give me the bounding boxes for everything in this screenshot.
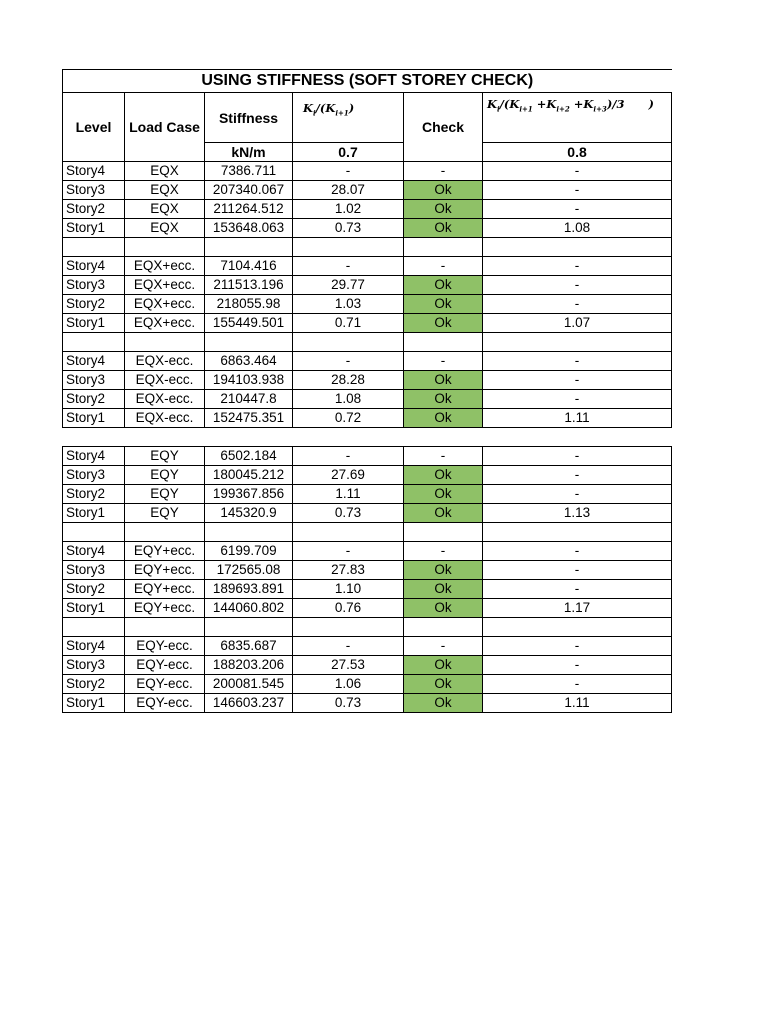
cell-ratio2: - [483,580,672,599]
cell-stiffness: 6863.464 [205,352,293,371]
cell-load-case: EQY+ecc. [125,580,205,599]
cell-check: Ok [404,561,483,580]
header-level: Level [63,93,125,162]
cell-check: - [404,542,483,561]
cell-ratio2: - [483,181,672,200]
cell-stiffness: 218055.98 [205,295,293,314]
blank-row [63,238,672,257]
cell-stiffness: 207340.067 [205,181,293,200]
header-ratio-avg-three-storeys [483,93,672,143]
cell-stiffness: 146603.237 [205,694,293,713]
cell-load-case: EQX [125,162,205,181]
table-row [63,276,672,295]
blank-cell [205,428,293,447]
cell-ratio1: - [293,447,404,466]
table-row [63,599,672,618]
blank-cell [404,618,483,637]
blank-cell [293,238,404,257]
blank-cell [404,428,483,447]
cell-ratio1: 0.71 [293,314,404,333]
cell-level: Story2 [63,485,125,504]
cell-level: Story3 [63,656,125,675]
cell-ratio1: 1.08 [293,390,404,409]
cell-ratio2: - [483,200,672,219]
cell-stiffness: 7386.711 [205,162,293,181]
cell-load-case: EQY [125,447,205,466]
blank-cell [63,333,125,352]
blank-row [63,523,672,542]
cell-load-case: EQY+ecc. [125,542,205,561]
cell-stiffness: 180045.212 [205,466,293,485]
blank-cell [404,238,483,257]
cell-check: Ok [404,314,483,333]
cell-level: Story3 [63,561,125,580]
cell-load-case: EQX+ecc. [125,295,205,314]
cell-ratio1: - [293,542,404,561]
table-row [63,542,672,561]
blank-cell [293,618,404,637]
cell-ratio1: 1.06 [293,675,404,694]
cell-check: Ok [404,675,483,694]
cell-stiffness: 199367.856 [205,485,293,504]
blank-cell [125,238,205,257]
cell-check: Ok [404,656,483,675]
cell-ratio2: - [483,257,672,276]
blank-cell [125,523,205,542]
cell-ratio2: 1.13 [483,504,672,523]
cell-ratio1: 27.69 [293,466,404,485]
header-check: Check [404,93,483,162]
cell-ratio1: 0.76 [293,599,404,618]
blank-cell [125,618,205,637]
cell-ratio2: 1.17 [483,599,672,618]
table-row [63,561,672,580]
blank-cell [125,333,205,352]
cell-check: Ok [404,371,483,390]
table-row [63,637,672,656]
cell-ratio1: 0.73 [293,219,404,238]
cell-level: Story3 [63,181,125,200]
cell-check: Ok [404,466,483,485]
blank-cell [63,428,125,447]
blank-cell [293,523,404,542]
cell-load-case: EQX [125,200,205,219]
cell-ratio1: 27.83 [293,561,404,580]
cell-ratio2: - [483,637,672,656]
cell-ratio2: - [483,561,672,580]
cell-load-case: EQX+ecc. [125,276,205,295]
blank-cell [483,428,672,447]
cell-ratio1: 0.72 [293,409,404,428]
blank-cell [205,333,293,352]
sheet-title: USING STIFFNESS (SOFT STOREY CHECK) [63,70,672,93]
blank-cell [483,238,672,257]
cell-level: Story2 [63,580,125,599]
cell-ratio2: 1.07 [483,314,672,333]
cell-stiffness: 188203.206 [205,656,293,675]
cell-level: Story4 [63,257,125,276]
cell-stiffness: 210447.8 [205,390,293,409]
cell-load-case: EQY+ecc. [125,599,205,618]
blank-cell [125,428,205,447]
table-row [63,485,672,504]
cell-load-case: EQY-ecc. [125,675,205,694]
cell-level: Story3 [63,371,125,390]
cell-ratio1: - [293,352,404,371]
cell-ratio2: - [483,352,672,371]
cell-level: Story4 [63,637,125,656]
blank-cell [404,523,483,542]
cell-ratio2: - [483,295,672,314]
stiffness-unit: kN/m [205,143,293,162]
cell-level: Story4 [63,162,125,181]
cell-ratio2: 1.11 [483,694,672,713]
cell-stiffness: 6199.709 [205,542,293,561]
blank-cell [483,523,672,542]
cell-check: - [404,637,483,656]
cell-level: Story3 [63,276,125,295]
cell-load-case: EQX [125,219,205,238]
blank-cell [293,428,404,447]
blank-cell [205,523,293,542]
cell-load-case: EQX-ecc. [125,409,205,428]
table-row [63,447,672,466]
cell-check: - [404,162,483,181]
blank-cell [293,333,404,352]
cell-ratio1: 0.73 [293,694,404,713]
blank-cell [205,238,293,257]
cell-level: Story4 [63,447,125,466]
cell-ratio1: 28.28 [293,371,404,390]
cell-ratio2: - [483,276,672,295]
cell-stiffness: 144060.802 [205,599,293,618]
cell-ratio2: - [483,162,672,181]
cell-level: Story1 [63,409,125,428]
table-row [63,257,672,276]
cell-stiffness: 7104.416 [205,257,293,276]
cell-check: - [404,447,483,466]
cell-load-case: EQX-ecc. [125,352,205,371]
cell-stiffness: 6502.184 [205,447,293,466]
cell-load-case: EQY-ecc. [125,637,205,656]
blank-cell [205,618,293,637]
cell-ratio1: 29.77 [293,276,404,295]
table-row [63,409,672,428]
cell-load-case: EQY [125,466,205,485]
cell-check: Ok [404,694,483,713]
cell-level: Story2 [63,200,125,219]
blank-cell [483,618,672,637]
header-load-case: Load Case [125,93,205,162]
cell-level: Story2 [63,390,125,409]
table-row [63,181,672,200]
cell-ratio1: 1.02 [293,200,404,219]
cell-ratio1: - [293,257,404,276]
cell-ratio1: - [293,637,404,656]
cell-check: Ok [404,181,483,200]
cell-ratio1: 1.10 [293,580,404,599]
cell-ratio2: - [483,675,672,694]
table-row [63,200,672,219]
cell-ratio1: 27.53 [293,656,404,675]
table-row [63,371,672,390]
cell-load-case: EQY-ecc. [125,656,205,675]
cell-level: Story1 [63,314,125,333]
cell-check: Ok [404,580,483,599]
table-row [63,390,672,409]
cell-ratio1: 1.11 [293,485,404,504]
cell-ratio2: 1.11 [483,409,672,428]
cell-stiffness: 172565.08 [205,561,293,580]
cell-ratio2: - [483,447,672,466]
cell-check: Ok [404,295,483,314]
table-gap [63,428,672,447]
blank-row [63,333,672,352]
cell-stiffness: 153648.063 [205,219,293,238]
table-row [63,314,672,333]
cell-ratio2: - [483,466,672,485]
cell-check: Ok [404,409,483,428]
cell-load-case: EQY [125,485,205,504]
cell-stiffness: 145320.9 [205,504,293,523]
cell-level: Story1 [63,694,125,713]
cell-level: Story1 [63,599,125,618]
blank-cell [63,238,125,257]
cell-ratio2: 1.08 [483,219,672,238]
cell-level: Story1 [63,219,125,238]
header-ratio-next-storey [293,93,404,143]
table-row [63,656,672,675]
cell-ratio1: 0.73 [293,504,404,523]
cell-stiffness: 200081.545 [205,675,293,694]
cell-load-case: EQX+ecc. [125,314,205,333]
cell-level: Story1 [63,504,125,523]
formula-ratio-next-storey: $K_i/(K_{i+1})$ [303,101,355,118]
cell-stiffness: 211264.512 [205,200,293,219]
cell-load-case: EQY-ecc. [125,694,205,713]
cell-ratio2: - [483,542,672,561]
cell-stiffness: 189693.891 [205,580,293,599]
cell-check: - [404,352,483,371]
cell-stiffness: 211513.196 [205,276,293,295]
cell-level: Story2 [63,675,125,694]
cell-load-case: EQX-ecc. [125,390,205,409]
ratio1-limit: 0.7 [293,143,404,162]
cell-ratio1: 1.03 [293,295,404,314]
cell-check: Ok [404,485,483,504]
table-row [63,219,672,238]
table-row [63,162,672,181]
table-row [63,466,672,485]
cell-check: - [404,257,483,276]
cell-load-case: EQY+ecc. [125,561,205,580]
table-row [63,504,672,523]
cell-check: Ok [404,390,483,409]
blank-cell [404,333,483,352]
cell-level: Story4 [63,542,125,561]
table-row [63,580,672,599]
blank-row [63,618,672,637]
cell-load-case: EQY [125,504,205,523]
cell-check: Ok [404,276,483,295]
cell-load-case: EQX [125,181,205,200]
blank-cell [63,618,125,637]
table-row [63,675,672,694]
cell-ratio2: - [483,390,672,409]
cell-level: Story2 [63,295,125,314]
cell-check: Ok [404,504,483,523]
cell-stiffness: 194103.938 [205,371,293,390]
cell-load-case: EQX-ecc. [125,371,205,390]
ratio2-limit: 0.8 [483,143,672,162]
blank-cell [63,523,125,542]
soft-storey-check-sheet [62,69,672,713]
cell-ratio2: - [483,371,672,390]
table-row [63,694,672,713]
cell-level: Story4 [63,352,125,371]
table-row [63,295,672,314]
cell-check: Ok [404,200,483,219]
stiffness-table [62,69,672,713]
cell-ratio1: 28.07 [293,181,404,200]
header-stiffness: Stiffness [205,93,293,143]
cell-ratio2: - [483,656,672,675]
blank-cell [483,333,672,352]
cell-ratio1: - [293,162,404,181]
cell-stiffness: 6835.687 [205,637,293,656]
table-row [63,352,672,371]
cell-ratio2: - [483,485,672,504]
cell-check: Ok [404,219,483,238]
cell-check: Ok [404,599,483,618]
formula-ratio-avg-three-storeys: $K_i/(K_{i+1} +K_{i+2} +K_{i+3})/3$ ) [487,97,654,114]
cell-stiffness: 155449.501 [205,314,293,333]
cell-stiffness: 152475.351 [205,409,293,428]
cell-load-case: EQX+ecc. [125,257,205,276]
cell-level: Story3 [63,466,125,485]
